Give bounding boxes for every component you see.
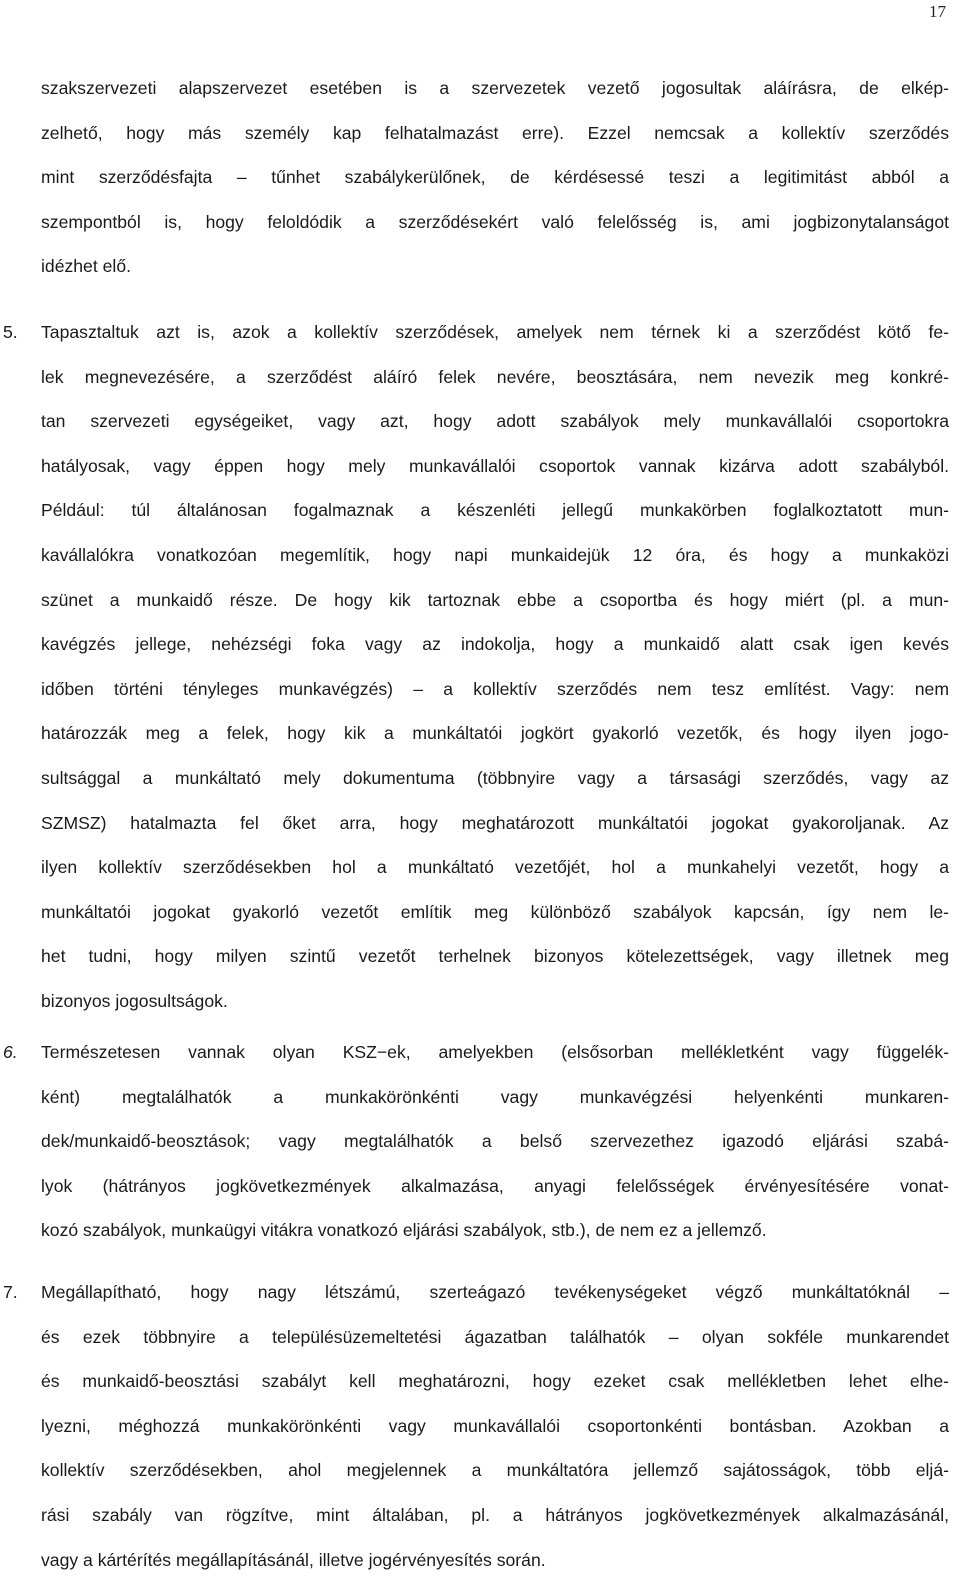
text-line: rási szabály van rögzítve, mint általában, pl. a hátrányos jogkövetkezmények alkalmazásánál, <box>41 1504 949 1525</box>
text-line: kavállalókra vonatkozóan megemlítik, hogy napi munkaidejük 12 óra, és hogy a munkaközi <box>41 544 949 565</box>
list-item-5 <box>41 310 949 1024</box>
text-line: mint szerződésfajta – tűnhet szabálykerülőnek, de kérdésessé teszi a legitimitást abból a <box>41 167 949 188</box>
text-line: kavégzés jellege, nehézségi foka vagy az indokolja, hogy a munkaidő alatt csak igen kevés <box>41 634 949 655</box>
text-line: Természetesen vannak olyan KSZ−ek, amelyekben (elsősorban mellékletként vagy függelék- <box>41 1042 949 1062</box>
text-line: lyezni, méghozzá munkakörönkénti vagy munkavállalói csoportonkénti bontásban. Azokban a <box>41 1415 949 1436</box>
text-line: vagy a kártérítés megállapításánál, illetve jogérvényesítés során. <box>41 1549 546 1570</box>
text-line: het tudni, hogy milyen szintű vezetőt terhelnek bizonyos kötelezettségek, vagy illetnek meg <box>41 946 949 967</box>
list-item-6 <box>41 1030 949 1253</box>
text-line: lek megnevezésére, a szerződést aláíró felek nevére, beosztására, nem nevezik meg konkré- <box>41 366 949 387</box>
text-line: Tapasztaltuk azt is, azok a kollektív szerződések, amelyek nem térnek ki a szerződést kötő fe- <box>41 322 949 342</box>
text-line: ilyen kollektív szerződésekben hol a munkáltató vezetőjét, hol a munkahelyi vezetőt, hogy a <box>41 857 949 878</box>
text-line: ként) megtalálhatók a munkakörönkénti vagy munkavégzési helyenkénti munkaren- <box>41 1086 949 1107</box>
text-line: tan szervezeti egységeiket, vagy azt, hogy adott szabályok mely munkavállalói csoportokra <box>41 411 949 432</box>
text-line: munkáltatói jogokat gyakorló vezetőt említik meg különböző szabályok kapcsán, így nem le- <box>41 901 949 922</box>
page-number: 17 <box>929 2 946 21</box>
text-line: határozzák meg a felek, hogy kik a munkáltatói jogkört gyakorló vezetők, és hogy ilyen jogo- <box>41 723 949 744</box>
text-line: szempontból is, hogy feloldódik a szerződésekért való felelősség is, ami jogbizonytalanságot <box>41 211 949 232</box>
text-line: hatályosak, vagy éppen hogy mely munkavállalói csoportok vannak kizárva adott szabályból. <box>41 455 949 476</box>
text-line: és ezek többnyire a településüzemeltetési ágazatban találhatók – olyan sokféle munkarendet <box>41 1326 949 1347</box>
text-line: szakszervezeti alapszervezet esetében is a szervezetek vezető jogosultak aláírásra, de elkép- <box>41 78 949 98</box>
text-line: lyok (hátrányos jogkövetkezmények alkalmazása, anyagi felelősségek érvényesítésére vonat- <box>41 1175 949 1196</box>
text-line: kozó szabályok, munkaügyi vitákra vonatkozó eljárási szabályok, stb.), de nem ez a jellemző. <box>41 1220 767 1241</box>
item-number-6: 6. <box>3 1042 18 1062</box>
text-line: zelhető, hogy más személy kap felhatalmazást erre). Ezzel nemcsak a kollektív szerződés <box>41 122 949 143</box>
text-line: Megállapítható, hogy nagy létszámú, szerteágazó tevékenységeket végző munkáltatóknál – <box>41 1282 949 1302</box>
intro-paragraph <box>41 66 949 289</box>
item-number-7: 7. <box>3 1282 18 1302</box>
text-line: SZMSZ) hatalmazta fel őket arra, hogy meghatározott munkáltatói jogokat gyakoroljanak. Az <box>41 812 949 833</box>
text-line: Például: túl általánosan fogalmaznak a készenléti jellegű munkakörben foglalkoztatott mun- <box>41 500 949 521</box>
text-line: és munkaidő-beosztási szabályt kell meghatározni, hogy ezeket csak mellékletben lehet elhe- <box>41 1371 949 1392</box>
text-line: bizonyos jogosultságok. <box>41 990 228 1011</box>
text-line: időben történi tényleges munkavégzés) – a kollektív szerződés nem tesz említést. Vagy: nem <box>41 678 949 699</box>
text-line: szünet a munkaidő része. De hogy kik tartoznak ebbe a csoportba és hogy miért (pl. a mun- <box>41 589 949 610</box>
text-line: dek/munkaidő-beosztások; vagy megtalálhatók a belső szervezethez igazodó eljárási szabá- <box>41 1131 949 1152</box>
text-line: kollektív szerződésekben, ahol megjelennek a munkáltatóra jellemző sajátosságok, több eljá- <box>41 1460 949 1481</box>
list-item-7 <box>41 1270 949 1582</box>
text-line: idézhet elő. <box>41 256 131 277</box>
item-number-5: 5. <box>3 322 18 342</box>
text-line: sultsággal a munkáltató mely dokumentuma (többnyire vagy a társasági szerződés, vagy az <box>41 767 949 788</box>
